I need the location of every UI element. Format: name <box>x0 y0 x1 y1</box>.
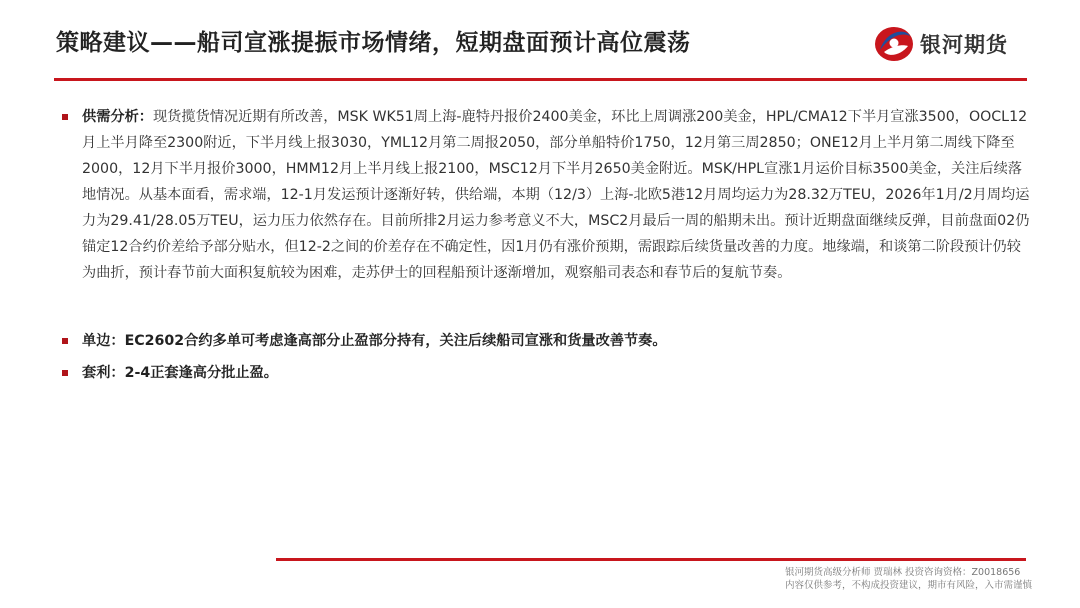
header-divider <box>54 78 1027 81</box>
footer-divider <box>276 558 1026 561</box>
risk-line: 内容仅供参考，不构成投资建议，期市有风险，入市需谨慎 <box>784 580 1032 591</box>
bullet-text: EC2602合约多单可考虑逢高部分止盈部分持有，关注后续船司宣涨和货量改善节奏。 <box>124 333 667 349</box>
bullet-text: 现货揽货情况近期有所改善，MSK WK51周上海-鹿特丹报价2400美金，环比上周调涨200美金，HPL/CMA12下半月宣涨3500，OOCL12月上半月降至2300附近，下半月线上报3030，YML12月第二周报2050，部分单船特价1750，12月第三周2850；ONE12月上半月第二周线下降至2000，12月下半月报价3000，HMM12月上半月线上报2100，MSC12月下半月2650美金附近。MSK/HPL宣涨1月运价目标3500美金，关注后续落地情况。从基本面看，需求端，12-1月发运预计逐渐好转，供给端，本期（12/3）上海-北欧5港12月周均运力为28.32万TEU，2026年1月/2月周均运力为29.41/28.05万TEU，运力压力依然存在。目前所排2月运力参考意义不大，MSC2月最后一周的船期未出。预计近期盘面继续反弹，目前盘面02仍锚定12合约价差给予部分贴水，但12-2之间的价差存在不确定性，因1月仍有涨价预期，需跟踪后续货量改善的力度。地缘端，和谈第二阶段预计仍较为曲折，预计春节前大面积复航较为困难，走苏伊士的回程船预计逐渐增加，观察船司表态和春节后的复航节奏。 <box>82 109 1030 281</box>
strategy-content <box>62 104 1034 392</box>
galaxy-logo-icon <box>872 24 916 64</box>
company-logo <box>872 22 1008 66</box>
logo-text: 银河期货 <box>920 33 1008 57</box>
bullet-label: 套利： <box>82 365 125 381</box>
bullet-label: 供需分析： <box>82 109 153 125</box>
bullet-label: 单边： <box>82 333 125 349</box>
page-title: 策略建议——船司宣涨提振市场情绪，短期盘面预计高位震荡 <box>56 30 691 56</box>
arbitrage-bullet <box>62 360 1034 386</box>
analyst-line: 银河期货高级分析师 贾瑞林 投资咨询资格：Z0018656 <box>784 567 1021 578</box>
supply-demand-bullet <box>62 104 1034 286</box>
single-side-bullet <box>62 328 1034 354</box>
bullet-text: 2-4正套逢高分批止盈。 <box>124 365 278 381</box>
disclaimer <box>785 566 1032 592</box>
